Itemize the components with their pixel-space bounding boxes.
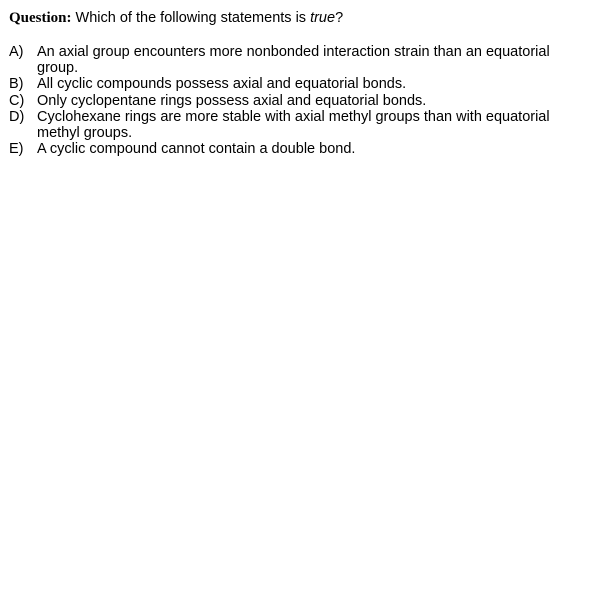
option-letter: A) [9,44,24,60]
question-emphasis: true [310,10,336,26]
option-text: A cyclic compound cannot contain a double bond. [37,141,356,158]
option-text: All cyclic compounds possess axial and equatorial bonds. [37,76,407,93]
question-prompt [9,9,594,27]
option-b [9,76,594,92]
option-text: Only cyclopentane rings possess axial and equatorial bonds. [37,92,427,109]
option-text: Cyclohexane rings are more stable with axial methyl groups than with equatorial methyl groups. [37,108,550,142]
option-a [9,44,594,76]
option-letter: E) [9,141,24,158]
option-letter: C) [9,92,25,109]
question-block [9,9,594,157]
option-d [9,109,594,141]
question-suffix: ? [335,10,344,26]
option-c [9,93,594,109]
option-text: An axial group encounters more nonbonded interaction strain than an equatorial group. [37,44,550,77]
option-letter: B) [9,76,24,93]
answer-options [9,44,594,157]
question-text: Which of the following statements is [71,10,311,26]
option-e [9,141,594,157]
option-letter: D) [9,108,25,125]
question-label: Question: [9,10,72,26]
